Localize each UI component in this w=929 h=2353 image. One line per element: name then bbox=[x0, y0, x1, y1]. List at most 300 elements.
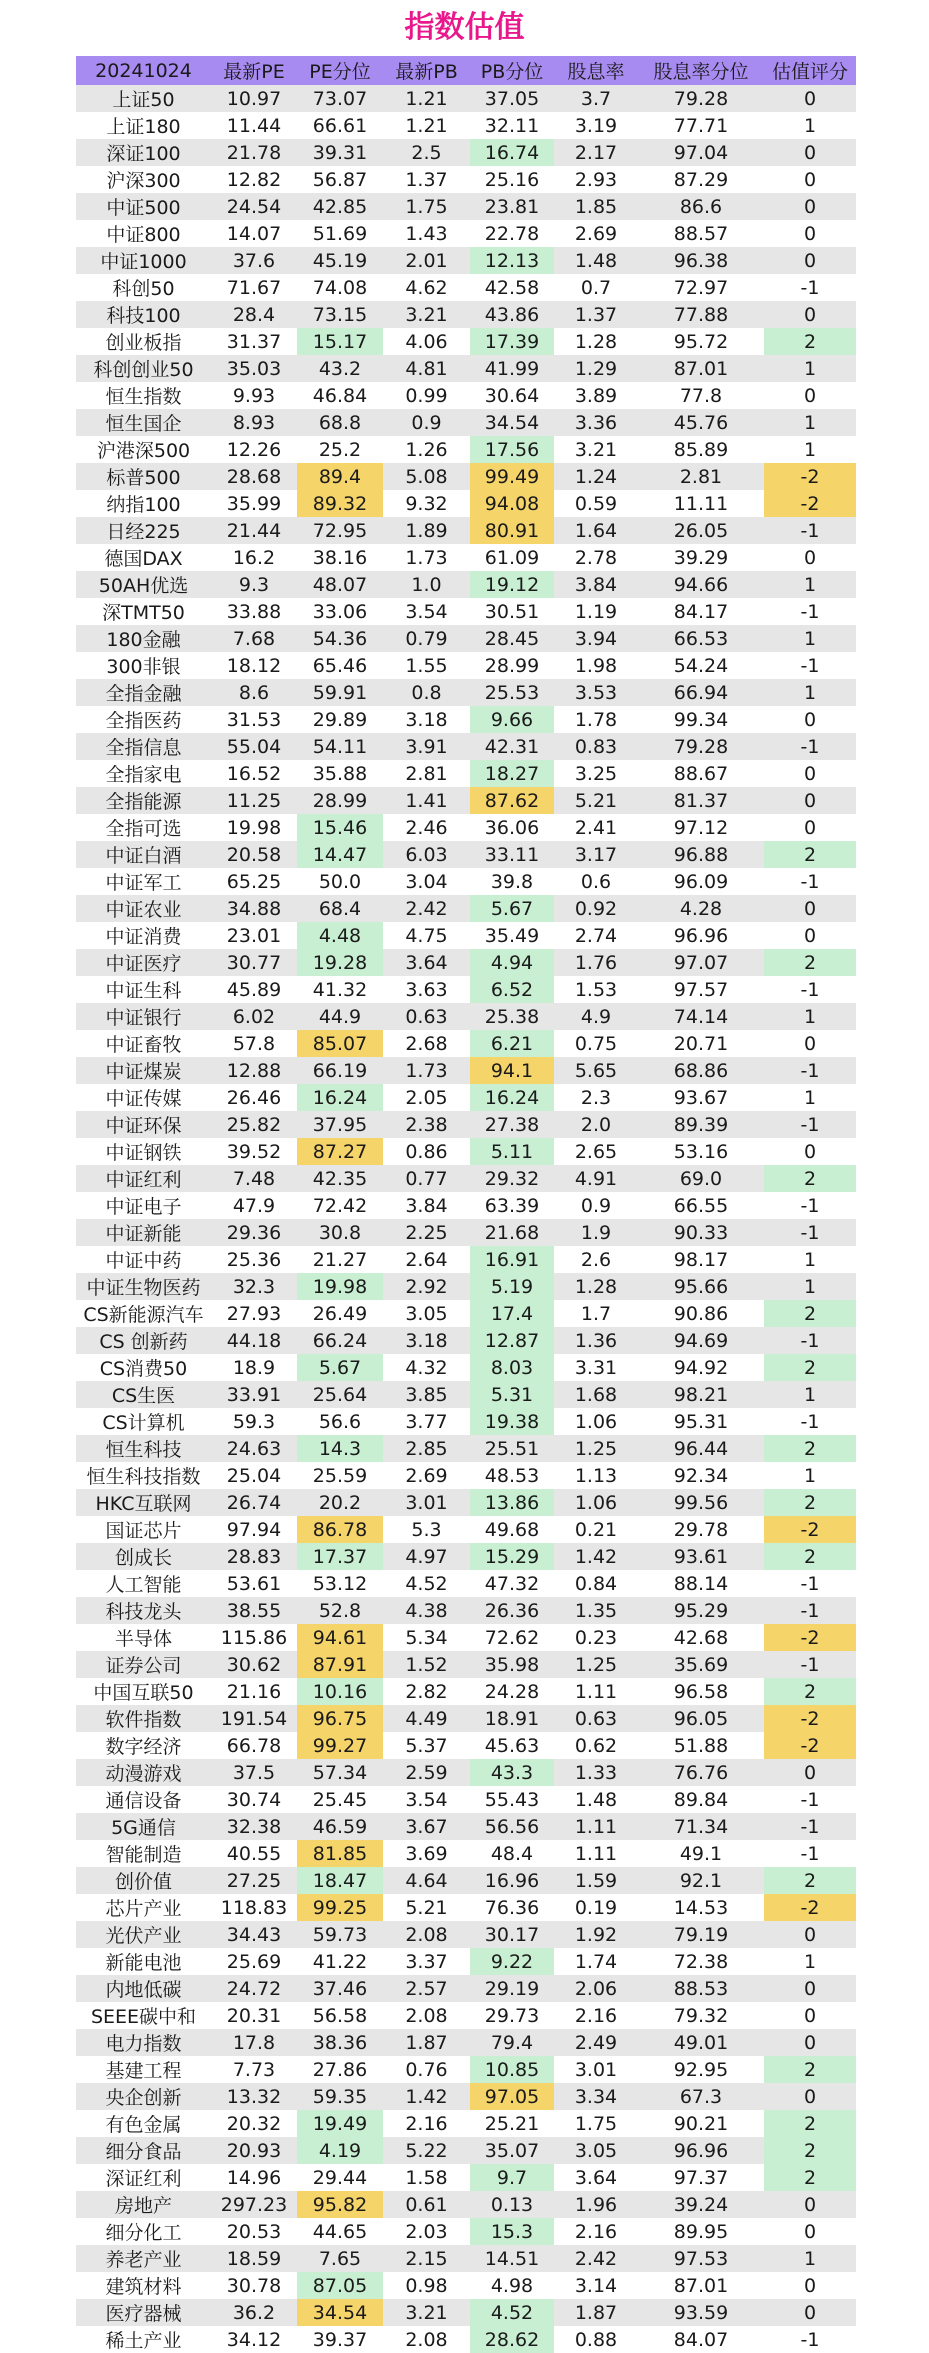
table-row bbox=[76, 517, 856, 544]
cell-pe-percentile: 81.85 bbox=[297, 1840, 383, 1867]
cell-dividend-percentile: 94.66 bbox=[638, 571, 764, 598]
cell-pb: 0.98 bbox=[383, 2272, 470, 2299]
cell-pb: 3.63 bbox=[383, 976, 470, 1003]
table-row bbox=[76, 1570, 856, 1597]
cell-dividend-yield: 1.78 bbox=[554, 706, 638, 733]
cell-pe-percentile: 52.8 bbox=[297, 1597, 383, 1624]
cell-dividend-yield: 1.28 bbox=[554, 1273, 638, 1300]
cell-index-name: 中证钢铁 bbox=[76, 1138, 211, 1165]
cell-valuation-score: -1 bbox=[764, 1192, 856, 1219]
cell-pe: 20.93 bbox=[211, 2137, 297, 2164]
cell-dividend-percentile: 49.01 bbox=[638, 2029, 764, 2056]
cell-valuation-score: -2 bbox=[764, 1705, 856, 1732]
cell-pe: 24.72 bbox=[211, 1975, 297, 2002]
cell-index-name: 有色金属 bbox=[76, 2110, 211, 2137]
cell-dividend-percentile: 4.28 bbox=[638, 895, 764, 922]
cell-dividend-yield: 3.25 bbox=[554, 760, 638, 787]
cell-pb: 6.03 bbox=[383, 841, 470, 868]
cell-pb-percentile: 12.87 bbox=[470, 1327, 554, 1354]
cell-index-name: 基建工程 bbox=[76, 2056, 211, 2083]
cell-dividend-yield: 1.11 bbox=[554, 1813, 638, 1840]
cell-dividend-yield: 1.24 bbox=[554, 463, 638, 490]
cell-pb: 2.25 bbox=[383, 1219, 470, 1246]
table-header bbox=[76, 56, 856, 85]
cell-pe-percentile: 20.2 bbox=[297, 1489, 383, 1516]
table-row bbox=[76, 1489, 856, 1516]
cell-dividend-percentile: 88.67 bbox=[638, 760, 764, 787]
cell-pb-percentile: 35.07 bbox=[470, 2137, 554, 2164]
cell-pe: 59.3 bbox=[211, 1408, 297, 1435]
cell-pe: 31.37 bbox=[211, 328, 297, 355]
cell-pb-percentile: 9.7 bbox=[470, 2164, 554, 2191]
header-pe: 最新PE bbox=[211, 56, 297, 85]
cell-pb-percentile: 43.86 bbox=[470, 301, 554, 328]
cell-pe: 191.54 bbox=[211, 1705, 297, 1732]
header-pe-percentile: PE分位 bbox=[297, 56, 383, 85]
cell-pb-percentile: 21.68 bbox=[470, 1219, 554, 1246]
cell-dividend-percentile: 89.39 bbox=[638, 1111, 764, 1138]
cell-valuation-score: -1 bbox=[764, 652, 856, 679]
cell-pb: 4.32 bbox=[383, 1354, 470, 1381]
cell-index-name: 中证煤炭 bbox=[76, 1057, 211, 1084]
cell-pe-percentile: 87.05 bbox=[297, 2272, 383, 2299]
cell-index-name: 创成长 bbox=[76, 1543, 211, 1570]
cell-pe-percentile: 96.75 bbox=[297, 1705, 383, 1732]
cell-index-name: 德国DAX bbox=[76, 544, 211, 571]
cell-valuation-score: -1 bbox=[764, 1597, 856, 1624]
cell-pe: 297.23 bbox=[211, 2191, 297, 2218]
header-dividend-percentile: 股息率分位 bbox=[638, 56, 764, 85]
cell-pb-percentile: 16.24 bbox=[470, 1084, 554, 1111]
cell-pe: 34.43 bbox=[211, 1921, 297, 1948]
cell-pe: 97.94 bbox=[211, 1516, 297, 1543]
cell-dividend-percentile: 96.38 bbox=[638, 247, 764, 274]
cell-dividend-yield: 3.7 bbox=[554, 85, 638, 112]
cell-dividend-percentile: 98.17 bbox=[638, 1246, 764, 1273]
header-row bbox=[76, 56, 856, 85]
cell-pb: 0.86 bbox=[383, 1138, 470, 1165]
cell-index-name: CS新能源汽车 bbox=[76, 1300, 211, 1327]
cell-pb: 2.01 bbox=[383, 247, 470, 274]
cell-pe-percentile: 89.32 bbox=[297, 490, 383, 517]
cell-pe-percentile: 26.49 bbox=[297, 1300, 383, 1327]
cell-dividend-yield: 0.62 bbox=[554, 1732, 638, 1759]
cell-pe-percentile: 21.27 bbox=[297, 1246, 383, 1273]
table-row bbox=[76, 1678, 856, 1705]
cell-dividend-percentile: 87.29 bbox=[638, 166, 764, 193]
table-row bbox=[76, 1273, 856, 1300]
cell-valuation-score: 0 bbox=[764, 85, 856, 112]
cell-pb: 0.77 bbox=[383, 1165, 470, 1192]
table-row bbox=[76, 1165, 856, 1192]
cell-valuation-score: 0 bbox=[764, 814, 856, 841]
cell-pb-percentile: 37.05 bbox=[470, 85, 554, 112]
cell-dividend-percentile: 84.07 bbox=[638, 2326, 764, 2353]
cell-pe-percentile: 51.69 bbox=[297, 220, 383, 247]
cell-valuation-score: -1 bbox=[764, 517, 856, 544]
cell-index-name: 动漫游戏 bbox=[76, 1759, 211, 1786]
cell-dividend-percentile: 39.29 bbox=[638, 544, 764, 571]
cell-dividend-yield: 2.42 bbox=[554, 2245, 638, 2272]
cell-pb: 2.5 bbox=[383, 139, 470, 166]
cell-pb-percentile: 79.4 bbox=[470, 2029, 554, 2056]
cell-pe-percentile: 54.11 bbox=[297, 733, 383, 760]
table-row bbox=[76, 2164, 856, 2191]
cell-pe: 17.8 bbox=[211, 2029, 297, 2056]
cell-valuation-score: 2 bbox=[764, 2137, 856, 2164]
cell-index-name: 细分化工 bbox=[76, 2218, 211, 2245]
cell-pb: 3.01 bbox=[383, 1489, 470, 1516]
cell-dividend-yield: 1.68 bbox=[554, 1381, 638, 1408]
cell-dividend-yield: 1.06 bbox=[554, 1489, 638, 1516]
cell-index-name: 中证传媒 bbox=[76, 1084, 211, 1111]
cell-dividend-percentile: 77.8 bbox=[638, 382, 764, 409]
cell-valuation-score: 0 bbox=[764, 895, 856, 922]
cell-pe-percentile: 48.07 bbox=[297, 571, 383, 598]
cell-pb-percentile: 29.32 bbox=[470, 1165, 554, 1192]
cell-valuation-score: -1 bbox=[764, 274, 856, 301]
cell-dividend-yield: 0.6 bbox=[554, 868, 638, 895]
cell-pe-percentile: 53.12 bbox=[297, 1570, 383, 1597]
cell-dividend-percentile: 95.29 bbox=[638, 1597, 764, 1624]
table-row bbox=[76, 1759, 856, 1786]
cell-pe: 20.58 bbox=[211, 841, 297, 868]
cell-dividend-yield: 0.9 bbox=[554, 1192, 638, 1219]
cell-pe-percentile: 94.61 bbox=[297, 1624, 383, 1651]
cell-pb-percentile: 9.22 bbox=[470, 1948, 554, 1975]
cell-pb: 1.89 bbox=[383, 517, 470, 544]
table-row bbox=[76, 922, 856, 949]
table-row bbox=[76, 1408, 856, 1435]
cell-pe-percentile: 19.28 bbox=[297, 949, 383, 976]
cell-pb-percentile: 32.11 bbox=[470, 112, 554, 139]
cell-pe: 24.63 bbox=[211, 1435, 297, 1462]
cell-dividend-yield: 2.41 bbox=[554, 814, 638, 841]
cell-index-name: 科技100 bbox=[76, 301, 211, 328]
cell-dividend-yield: 3.36 bbox=[554, 409, 638, 436]
cell-pe: 40.55 bbox=[211, 1840, 297, 1867]
cell-pe: 33.88 bbox=[211, 598, 297, 625]
cell-dividend-yield: 2.16 bbox=[554, 2218, 638, 2245]
cell-dividend-percentile: 97.37 bbox=[638, 2164, 764, 2191]
cell-dividend-percentile: 97.07 bbox=[638, 949, 764, 976]
cell-index-name: 恒生指数 bbox=[76, 382, 211, 409]
cell-valuation-score: -1 bbox=[764, 733, 856, 760]
cell-pb-percentile: 6.52 bbox=[470, 976, 554, 1003]
cell-dividend-percentile: 94.92 bbox=[638, 1354, 764, 1381]
cell-valuation-score: -1 bbox=[764, 598, 856, 625]
cell-pe: 30.74 bbox=[211, 1786, 297, 1813]
cell-valuation-score: 2 bbox=[764, 1435, 856, 1462]
cell-valuation-score: 1 bbox=[764, 1948, 856, 1975]
cell-dividend-percentile: 93.67 bbox=[638, 1084, 764, 1111]
cell-dividend-percentile: 67.3 bbox=[638, 2083, 764, 2110]
cell-index-name: 中证银行 bbox=[76, 1003, 211, 1030]
header-pb: 最新PB bbox=[383, 56, 470, 85]
cell-dividend-percentile: 69.0 bbox=[638, 1165, 764, 1192]
table-body bbox=[76, 85, 856, 2353]
cell-index-name: 中证新能 bbox=[76, 1219, 211, 1246]
cell-pe-percentile: 65.46 bbox=[297, 652, 383, 679]
cell-dividend-yield: 3.19 bbox=[554, 112, 638, 139]
cell-valuation-score: -1 bbox=[764, 1219, 856, 1246]
cell-index-name: 全指家电 bbox=[76, 760, 211, 787]
cell-valuation-score: 0 bbox=[764, 193, 856, 220]
cell-valuation-score: -2 bbox=[764, 463, 856, 490]
cell-pe: 27.25 bbox=[211, 1867, 297, 1894]
cell-dividend-yield: 1.33 bbox=[554, 1759, 638, 1786]
table-row bbox=[76, 598, 856, 625]
cell-pb: 2.42 bbox=[383, 895, 470, 922]
cell-index-name: 医疗器械 bbox=[76, 2299, 211, 2326]
cell-dividend-yield: 1.48 bbox=[554, 1786, 638, 1813]
cell-pe-percentile: 68.8 bbox=[297, 409, 383, 436]
table-row bbox=[76, 2137, 856, 2164]
cell-valuation-score: 2 bbox=[764, 2110, 856, 2137]
cell-index-name: 纳指100 bbox=[76, 490, 211, 517]
cell-pb-percentile: 5.11 bbox=[470, 1138, 554, 1165]
table-row bbox=[76, 2191, 856, 2218]
table-row bbox=[76, 1435, 856, 1462]
table-row bbox=[76, 2029, 856, 2056]
cell-pe: 23.01 bbox=[211, 922, 297, 949]
cell-dividend-percentile: 98.21 bbox=[638, 1381, 764, 1408]
cell-valuation-score: -2 bbox=[764, 1516, 856, 1543]
cell-pe: 7.48 bbox=[211, 1165, 297, 1192]
cell-pe-percentile: 15.46 bbox=[297, 814, 383, 841]
cell-index-name: 深TMT50 bbox=[76, 598, 211, 625]
cell-pb: 2.46 bbox=[383, 814, 470, 841]
cell-pb: 4.62 bbox=[383, 274, 470, 301]
cell-pe: 20.32 bbox=[211, 2110, 297, 2137]
cell-pe-percentile: 41.32 bbox=[297, 976, 383, 1003]
cell-pb-percentile: 42.31 bbox=[470, 733, 554, 760]
cell-valuation-score: 1 bbox=[764, 679, 856, 706]
cell-pe-percentile: 27.86 bbox=[297, 2056, 383, 2083]
cell-dividend-yield: 3.01 bbox=[554, 2056, 638, 2083]
cell-dividend-yield: 3.53 bbox=[554, 679, 638, 706]
table-row bbox=[76, 1786, 856, 1813]
cell-valuation-score: 0 bbox=[764, 922, 856, 949]
cell-pb: 3.64 bbox=[383, 949, 470, 976]
cell-valuation-score: 0 bbox=[764, 544, 856, 571]
cell-dividend-yield: 0.63 bbox=[554, 1705, 638, 1732]
cell-pb-percentile: 97.05 bbox=[470, 2083, 554, 2110]
cell-pe-percentile: 66.19 bbox=[297, 1057, 383, 1084]
cell-index-name: 中证电子 bbox=[76, 1192, 211, 1219]
cell-valuation-score: 0 bbox=[764, 139, 856, 166]
cell-valuation-score: -1 bbox=[764, 1408, 856, 1435]
cell-pb-percentile: 17.4 bbox=[470, 1300, 554, 1327]
cell-pb-percentile: 49.68 bbox=[470, 1516, 554, 1543]
cell-valuation-score: 0 bbox=[764, 787, 856, 814]
cell-dividend-yield: 1.64 bbox=[554, 517, 638, 544]
cell-pb: 3.77 bbox=[383, 1408, 470, 1435]
cell-dividend-percentile: 96.88 bbox=[638, 841, 764, 868]
cell-dividend-percentile: 88.53 bbox=[638, 1975, 764, 2002]
cell-dividend-percentile: 53.16 bbox=[638, 1138, 764, 1165]
cell-valuation-score: 1 bbox=[764, 355, 856, 382]
cell-pe: 30.78 bbox=[211, 2272, 297, 2299]
cell-valuation-score: -2 bbox=[764, 1732, 856, 1759]
cell-pe-percentile: 25.2 bbox=[297, 436, 383, 463]
cell-pe: 55.04 bbox=[211, 733, 297, 760]
cell-dividend-percentile: 66.94 bbox=[638, 679, 764, 706]
cell-pe: 32.3 bbox=[211, 1273, 297, 1300]
cell-index-name: 沪深300 bbox=[76, 166, 211, 193]
cell-dividend-percentile: 54.24 bbox=[638, 652, 764, 679]
cell-dividend-percentile: 87.01 bbox=[638, 2272, 764, 2299]
cell-dividend-yield: 2.49 bbox=[554, 2029, 638, 2056]
cell-pb-percentile: 45.63 bbox=[470, 1732, 554, 1759]
cell-valuation-score: -1 bbox=[764, 1570, 856, 1597]
table-row bbox=[76, 1975, 856, 2002]
cell-pb: 5.21 bbox=[383, 1894, 470, 1921]
cell-index-name: 中证农业 bbox=[76, 895, 211, 922]
cell-dividend-yield: 0.88 bbox=[554, 2326, 638, 2353]
cell-pe: 18.59 bbox=[211, 2245, 297, 2272]
cell-index-name: 标普500 bbox=[76, 463, 211, 490]
table-row bbox=[76, 1030, 856, 1057]
cell-pb-percentile: 30.51 bbox=[470, 598, 554, 625]
cell-pe-percentile: 87.27 bbox=[297, 1138, 383, 1165]
cell-valuation-score: 0 bbox=[764, 1030, 856, 1057]
cell-pb-percentile: 26.36 bbox=[470, 1597, 554, 1624]
cell-pe-percentile: 18.47 bbox=[297, 1867, 383, 1894]
cell-dividend-yield: 1.9 bbox=[554, 1219, 638, 1246]
cell-pe-percentile: 29.89 bbox=[297, 706, 383, 733]
cell-pb: 5.22 bbox=[383, 2137, 470, 2164]
cell-pe-percentile: 66.24 bbox=[297, 1327, 383, 1354]
cell-dividend-percentile: 97.04 bbox=[638, 139, 764, 166]
cell-valuation-score: 0 bbox=[764, 166, 856, 193]
cell-dividend-yield: 1.53 bbox=[554, 976, 638, 1003]
cell-pe-percentile: 50.0 bbox=[297, 868, 383, 895]
cell-pe-percentile: 35.88 bbox=[297, 760, 383, 787]
cell-dividend-yield: 2.6 bbox=[554, 1246, 638, 1273]
cell-pe-percentile: 99.27 bbox=[297, 1732, 383, 1759]
cell-index-name: 半导体 bbox=[76, 1624, 211, 1651]
cell-dividend-percentile: 96.44 bbox=[638, 1435, 764, 1462]
cell-pe: 10.97 bbox=[211, 85, 297, 112]
table-row bbox=[76, 949, 856, 976]
cell-pb-percentile: 30.17 bbox=[470, 1921, 554, 1948]
cell-pe-percentile: 25.64 bbox=[297, 1381, 383, 1408]
cell-dividend-percentile: 66.55 bbox=[638, 1192, 764, 1219]
cell-valuation-score: 1 bbox=[764, 625, 856, 652]
index-valuation-table bbox=[76, 56, 856, 2353]
cell-pb-percentile: 15.3 bbox=[470, 2218, 554, 2245]
cell-dividend-percentile: 79.32 bbox=[638, 2002, 764, 2029]
cell-pe-percentile: 17.37 bbox=[297, 1543, 383, 1570]
cell-dividend-percentile: 51.88 bbox=[638, 1732, 764, 1759]
cell-pb: 2.16 bbox=[383, 2110, 470, 2137]
cell-pe: 12.26 bbox=[211, 436, 297, 463]
cell-dividend-yield: 1.11 bbox=[554, 1840, 638, 1867]
cell-pe-percentile: 4.48 bbox=[297, 922, 383, 949]
cell-pb: 2.57 bbox=[383, 1975, 470, 2002]
cell-pb: 4.38 bbox=[383, 1597, 470, 1624]
cell-pe: 45.89 bbox=[211, 976, 297, 1003]
table-row bbox=[76, 301, 856, 328]
cell-pe: 34.12 bbox=[211, 2326, 297, 2353]
cell-pb-percentile: 16.74 bbox=[470, 139, 554, 166]
cell-pb: 3.18 bbox=[383, 1327, 470, 1354]
table-row bbox=[76, 2218, 856, 2245]
cell-pb: 0.9 bbox=[383, 409, 470, 436]
cell-pb: 4.52 bbox=[383, 1570, 470, 1597]
cell-index-name: 创业板指 bbox=[76, 328, 211, 355]
table-row bbox=[76, 1003, 856, 1030]
cell-pe: 57.8 bbox=[211, 1030, 297, 1057]
cell-dividend-yield: 0.75 bbox=[554, 1030, 638, 1057]
cell-pb: 5.3 bbox=[383, 1516, 470, 1543]
cell-index-name: 电力指数 bbox=[76, 2029, 211, 2056]
cell-valuation-score: 0 bbox=[764, 2083, 856, 2110]
cell-pb-percentile: 25.38 bbox=[470, 1003, 554, 1030]
cell-valuation-score: 0 bbox=[764, 301, 856, 328]
table-row bbox=[76, 1354, 856, 1381]
cell-valuation-score: -2 bbox=[764, 1894, 856, 1921]
cell-index-name: 中证红利 bbox=[76, 1165, 211, 1192]
cell-pb: 0.79 bbox=[383, 625, 470, 652]
cell-dividend-percentile: 79.28 bbox=[638, 85, 764, 112]
cell-dividend-yield: 1.28 bbox=[554, 328, 638, 355]
cell-pb-percentile: 94.08 bbox=[470, 490, 554, 517]
cell-pb: 1.52 bbox=[383, 1651, 470, 1678]
cell-pb: 2.08 bbox=[383, 1921, 470, 1948]
cell-dividend-percentile: 88.14 bbox=[638, 1570, 764, 1597]
cell-pe-percentile: 14.47 bbox=[297, 841, 383, 868]
cell-index-name: CS生医 bbox=[76, 1381, 211, 1408]
cell-valuation-score: -1 bbox=[764, 1327, 856, 1354]
cell-pb: 1.21 bbox=[383, 112, 470, 139]
cell-valuation-score: 2 bbox=[764, 2164, 856, 2191]
table-row bbox=[76, 787, 856, 814]
cell-index-name: 科技龙头 bbox=[76, 1597, 211, 1624]
cell-dividend-yield: 0.84 bbox=[554, 1570, 638, 1597]
table-row bbox=[76, 841, 856, 868]
cell-dividend-yield: 1.37 bbox=[554, 301, 638, 328]
cell-pe-percentile: 59.91 bbox=[297, 679, 383, 706]
cell-pe: 35.99 bbox=[211, 490, 297, 517]
table-row bbox=[76, 706, 856, 733]
cell-pb: 3.21 bbox=[383, 2299, 470, 2326]
cell-pe: 12.88 bbox=[211, 1057, 297, 1084]
cell-valuation-score: 0 bbox=[764, 1975, 856, 2002]
cell-pe-percentile: 25.59 bbox=[297, 1462, 383, 1489]
cell-valuation-score: -1 bbox=[764, 1111, 856, 1138]
cell-pe: 31.53 bbox=[211, 706, 297, 733]
header-pb-percentile: PB分位 bbox=[470, 56, 554, 85]
cell-pb-percentile: 8.03 bbox=[470, 1354, 554, 1381]
table-row bbox=[76, 112, 856, 139]
cell-pb: 4.75 bbox=[383, 922, 470, 949]
cell-index-name: 上证180 bbox=[76, 112, 211, 139]
cell-pe-percentile: 59.35 bbox=[297, 2083, 383, 2110]
cell-pb: 3.85 bbox=[383, 1381, 470, 1408]
cell-valuation-score: 0 bbox=[764, 1138, 856, 1165]
table-row bbox=[76, 409, 856, 436]
cell-pb-percentile: 36.06 bbox=[470, 814, 554, 841]
table-row bbox=[76, 2272, 856, 2299]
cell-pb: 1.42 bbox=[383, 2083, 470, 2110]
cell-pb-percentile: 16.91 bbox=[470, 1246, 554, 1273]
cell-pe-percentile: 99.25 bbox=[297, 1894, 383, 1921]
cell-dividend-percentile: 96.96 bbox=[638, 2137, 764, 2164]
cell-pb: 1.41 bbox=[383, 787, 470, 814]
cell-index-name: 科创50 bbox=[76, 274, 211, 301]
